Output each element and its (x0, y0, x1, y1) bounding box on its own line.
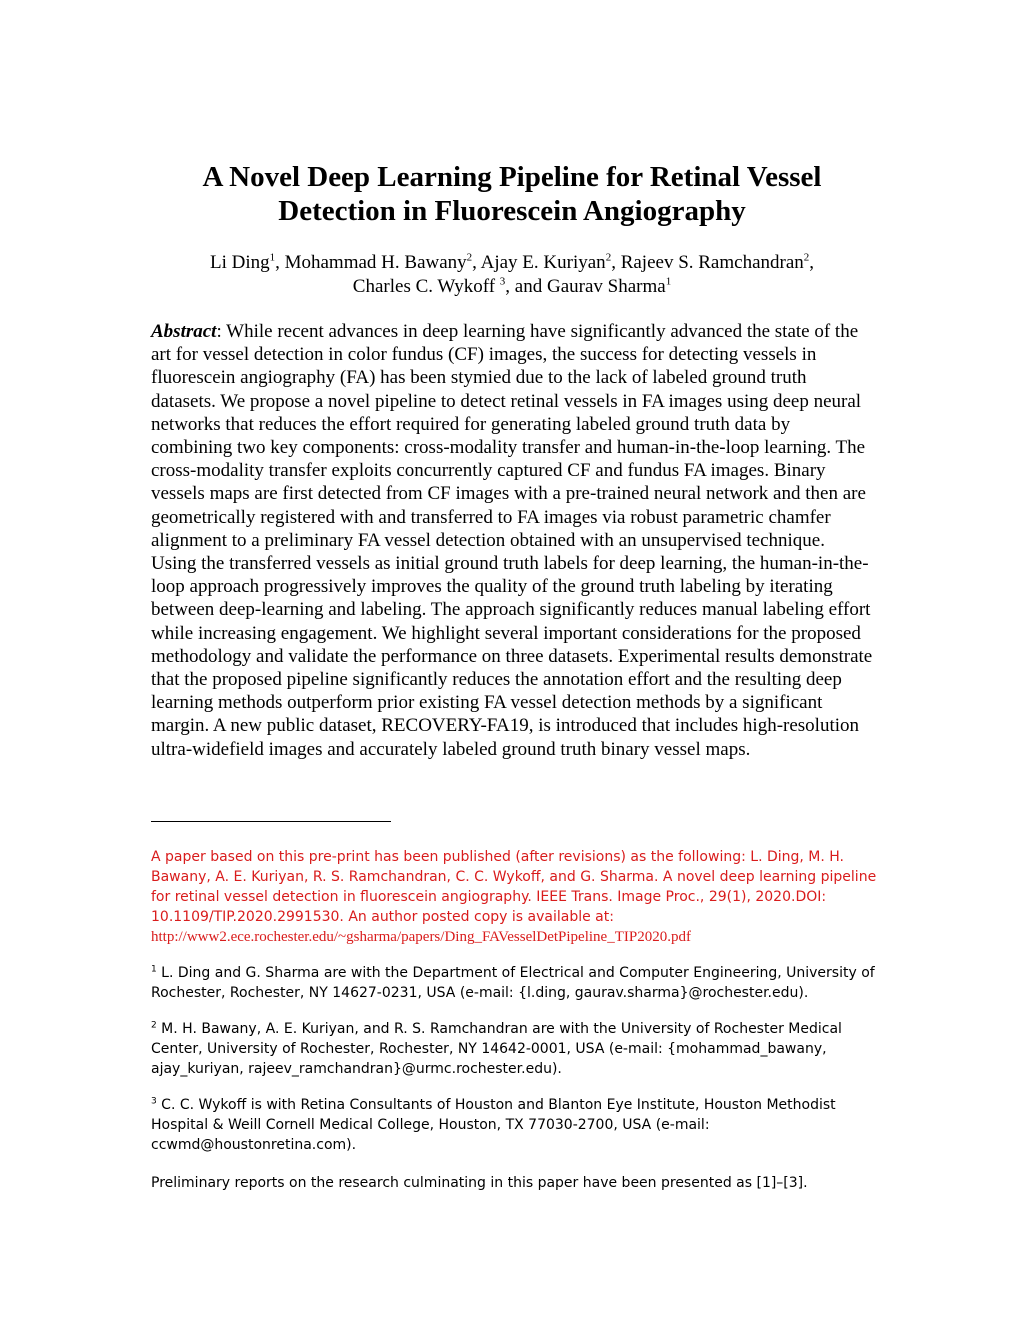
footnote-text: L. Ding and G. Sharma are with the Department of Electrical and Computer Engineering, University of Rochester, Rochester, NY 14627-0231, USA (e-mail: {l.ding, gaurav.sharma}@rochester.edu). (151, 965, 875, 1001)
abstract-colon: : (216, 321, 222, 342)
footnotes (151, 847, 881, 1209)
author-name: Ajay E. Kuriyan (480, 252, 606, 273)
author-name: Li Ding (209, 252, 270, 273)
publication-note (151, 847, 881, 947)
author-line-2 (100, 275, 924, 299)
footnote-text: M. H. Bawany, A. E. Kuriyan, and R. S. Ramchandran are with the University of Rochester Medical Center, University of Rochester, Rochester, NY 14642-0001, USA (e-mail: {mohammad_bawany, ajay_kuriyan, rajeev_ramchandran}@urmc.rochester.edu). (151, 1021, 842, 1077)
footnote-text: C. C. Wykoff is with Retina Consultants of Houston and Blanton Eye Institute, Houston Methodist Hospital & Weill Cornell Medical College, Houston, TX 77030-2700, USA (e-mail: ccwmd@houstonretina.com). (151, 1097, 836, 1153)
footnote-mark: 1 (151, 964, 157, 975)
author-list (100, 251, 924, 299)
publication-url[interactable]: http://www2.ece.rochester.edu/~gsharma/papers/Ding_FAVesselDetPipeline_TIP2020.pdf (151, 929, 691, 945)
author-affiliation: 2 (605, 251, 612, 264)
footnote-1 (151, 963, 881, 1003)
title-line-2: Detection in Fluorescein Angiography (278, 195, 746, 227)
footnote-divider (151, 821, 391, 822)
author-name: Mohammad H. Bawany (284, 252, 467, 273)
footnote-mark: 3 (151, 1096, 157, 1107)
author-separator: , (809, 252, 815, 273)
author-name: Rajeev S. Ramchandran (620, 252, 804, 273)
footnote-mark: 2 (151, 1020, 157, 1031)
preliminary-reports-note: Preliminary reports on the research culminating in this paper have been presented as [1]–[3]. (151, 1175, 808, 1191)
footnote-3 (151, 1095, 881, 1155)
author-affiliation: 2 (803, 251, 810, 264)
author-separator: , (472, 252, 481, 273)
abstract (151, 320, 875, 761)
author-separator: , (275, 252, 285, 273)
author-separator: , (611, 252, 621, 273)
author-name: Charles C. Wykoff (352, 276, 500, 297)
author-affiliation: 2 (466, 251, 473, 264)
author-separator: , and (505, 276, 547, 297)
abstract-label: Abstract (151, 321, 217, 342)
abstract-text: While recent advances in deep learning have significantly advanced the state of the art for vessel detection in color fundus (CF) images, the success for detecting vessels in fluorescein angiography (FA) has been stymied due to the lack of labeled ground truth datasets. We propose a novel pipeline to detect retinal vessels in FA images using deep neural networks that reduces the effort required for generating labeled ground truth data by combining two key components: cross-modality transfer and human-in-the-loop learning. The cross-modality transfer exploits concurrently captured CF and fundus FA images. Binary vessels maps are first detected from CF images with a pre-trained neural network and then are geometrically registered with and transferred to FA images via robust parametric chamfer alignment to a preliminary FA vessel detection obtained with an unsupervised technique. Using the transferred vessels as initial ground truth labels for deep learning, the human-in-the-loop approach progressively improves the quality of the ground truth labeling by iterating between deep-learning and labeling. The approach significantly reduces manual labeling effort while increasing engagement. We highlight several important considerations for the proposed methodology and validate the performance on three datasets. Experimental results demonstrate that the proposed pipeline significantly reduces the annotation effort and the resulting deep learning methods outperform prior existing FA vessel detection methods by a significant margin. A new public dataset, RECOVERY-FA19, is introduced that includes high-resolution ultra-widefield images and accurately labeled ground truth binary vessel maps. (151, 321, 873, 760)
author-affiliation: 3 (499, 275, 506, 288)
author-name: Gaurav Sharma (546, 276, 666, 297)
title-line-1: A Novel Deep Learning Pipeline for Retinal Vessel (202, 161, 822, 193)
footnote-2 (151, 1019, 881, 1079)
author-affiliation: 1 (269, 251, 276, 264)
author-affiliation: 1 (665, 275, 672, 288)
paper-title (100, 160, 924, 228)
publication-note-text: A paper based on this pre-print has been published (after revisions) as the following: L. Ding, M. H. Bawany, A. E. Kuriyan, R. S. Ramchandran, C. C. Wykoff, and G. Sharma. A novel deep learning pipeline for retinal vessel detection in fluorescein angiography. IEEE Trans. Image Proc., 29(1), 2020.DOI: 10.1109/TIP.2020.2991530. An author posted copy is available at: (151, 849, 877, 925)
author-line-1 (100, 251, 924, 275)
